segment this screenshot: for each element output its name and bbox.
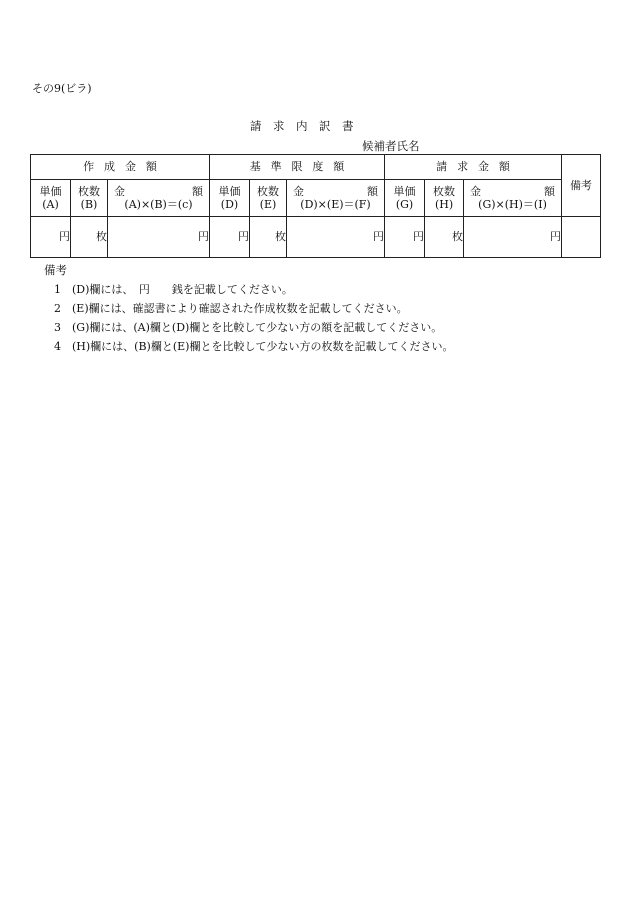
header-label: 額: [367, 184, 379, 198]
note-text: (G)欄には、(A)欄と(D)欄とを比較して少ない方の額を記載してください。: [72, 321, 443, 334]
note-number: 3: [54, 321, 61, 334]
notes-title: 備考: [44, 263, 67, 277]
quantity-cell[interactable]: 枚: [425, 217, 464, 258]
header-formula: (D)×(E)＝(F): [300, 198, 371, 211]
header-code: (A): [42, 198, 59, 211]
header-formula: (A)×(B)＝(c): [124, 198, 193, 211]
group-header-row: [31, 155, 601, 180]
header-label: 単価: [39, 184, 62, 198]
group-header-limit: [210, 155, 385, 180]
page-label: その9(ビラ): [32, 82, 92, 95]
note-number: 2: [54, 302, 61, 315]
note-item: [54, 281, 293, 297]
note-text: (E)欄には、確認書により確認された作成枚数を記載してください。: [72, 302, 408, 315]
header-label: 単価: [393, 184, 416, 198]
note-number: 4: [54, 340, 61, 353]
unit-price-cell[interactable]: 円: [210, 217, 250, 258]
quantity-header: [250, 180, 287, 217]
column-header-row: [31, 180, 601, 217]
amount-cell[interactable]: 円: [287, 217, 385, 258]
header-label: 金: [114, 184, 125, 198]
table-row: [31, 217, 601, 258]
note-number: 1: [54, 283, 61, 296]
note-text: (D)欄には、 円 銭を記載してください。: [72, 283, 293, 296]
note-item: [54, 319, 442, 335]
remarks-cell[interactable]: [562, 217, 601, 258]
header-formula: (G)×(H)＝(I): [478, 198, 547, 211]
header-code: (E): [259, 198, 277, 211]
header-label: 枚数: [433, 184, 456, 198]
unit-price-header: [385, 180, 425, 217]
unit-price-cell[interactable]: 円: [31, 217, 71, 258]
header-label: 枚数: [257, 184, 279, 198]
quantity-cell[interactable]: 枚: [250, 217, 287, 258]
amount-header: [108, 180, 210, 217]
header-label: 額: [192, 184, 203, 198]
header-label: 単価: [218, 184, 241, 198]
header-label: 額: [544, 184, 556, 198]
group-header-claim: [385, 155, 562, 180]
amount-cell[interactable]: 円: [464, 217, 562, 258]
amount-header: [287, 180, 385, 217]
group-header-production: [31, 155, 210, 180]
amount-header: [464, 180, 562, 217]
note-item: [54, 338, 453, 354]
note-text: (H)欄には、(B)欄と(E)欄とを比較して少ない方の枚数を記載してください。: [72, 340, 454, 353]
note-item: [54, 300, 408, 316]
header-code: (G): [395, 198, 414, 211]
header-code: (D): [220, 198, 239, 211]
header-code: (H): [434, 198, 454, 211]
group-label: 請求金額: [436, 160, 520, 174]
amount-cell[interactable]: 円: [108, 217, 210, 258]
header-label: 枚数: [78, 184, 100, 198]
document-title: 請 求 内 訳 書: [250, 119, 354, 133]
header-code: (B): [80, 198, 98, 211]
remarks-header: 備考: [562, 155, 601, 217]
group-label: 作成金額: [83, 160, 167, 174]
unit-price-cell[interactable]: 円: [385, 217, 425, 258]
candidate-name-label: 候補者氏名: [362, 139, 420, 153]
unit-price-header: [31, 180, 71, 217]
quantity-cell[interactable]: 枚: [71, 217, 108, 258]
quantity-header: [71, 180, 108, 217]
quantity-header: [425, 180, 464, 217]
claim-breakdown-table: [30, 154, 601, 258]
group-label: 基準限度額: [249, 160, 355, 174]
header-label: 金: [470, 184, 482, 198]
header-label: 金: [293, 184, 304, 198]
unit-price-header: [210, 180, 250, 217]
